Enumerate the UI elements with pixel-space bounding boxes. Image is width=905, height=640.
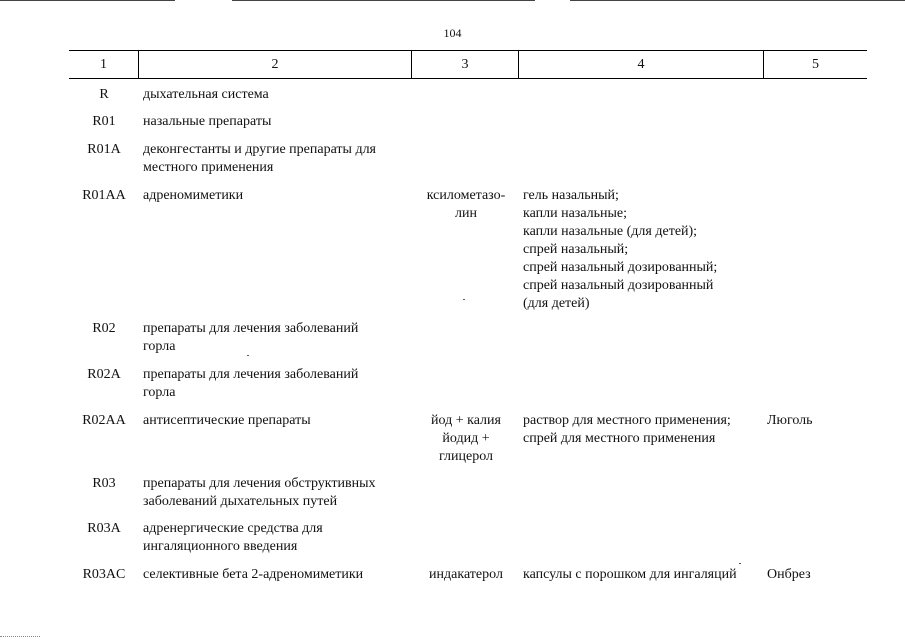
atc-code: R02A [87,367,121,382]
column-header-3: 3 [461,57,469,72]
column-header-4: 4 [637,57,645,72]
drug-name: индакатерол [429,567,503,582]
dosage-form: капсулы с порошком для ингаляций [523,567,737,582]
atc-code: R03 [92,476,116,491]
atc-code: R01 [92,114,116,129]
anatomic-group-name: адреномиметики [143,188,244,203]
scan-corner-mark [0,636,40,640]
dosage-form: гель назальный; капли назальные; капли назальные (для детей); спрей назальный; спрей назальный дозированный; спрей назальный дозированный (для детей) [523,188,718,311]
anatomic-group-name: адренергические средства для ингаляционного введения [143,521,323,554]
anatomic-group-name: селективные бета 2-адреномиметики [143,567,364,582]
scan-speck [247,355,249,356]
scan-edge-line-right [570,0,905,1]
anatomic-group-name: назальные препараты [143,114,272,129]
column-header-2: 2 [271,57,279,72]
scan-edge-line-middle [232,0,535,1]
trade-name: Люголь [767,413,813,428]
column-header-5: 5 [812,57,819,72]
trade-name: Онбрез [767,567,811,582]
drug-name: йод + калия йодид + глицерол [431,413,501,464]
dosage-form: раствор для местного применения; спрей для местного применения [523,413,731,446]
drug-name: ксилометазо- лин [426,188,506,221]
atc-code: R01AA [82,188,126,203]
atc-code: R01A [87,142,121,157]
anatomic-group-name: препараты для лечения заболеваний горла [143,321,359,354]
page-number: 104 [443,26,462,40]
atc-code: R02AA [82,413,126,428]
anatomic-group-name: антисептические препараты [143,413,311,428]
scan-edge-line-left [0,0,175,1]
atc-code: R02 [92,321,116,336]
table-header [69,50,867,79]
column-header-1: 1 [100,57,107,72]
anatomic-group-name: препараты для лечения обструктивных заболеваний дыхательных путей [143,476,376,509]
atc-code: R03AC [82,567,126,582]
scan-speck [739,563,741,564]
atc-code: R [99,87,109,102]
atc-code: R03A [87,521,121,536]
anatomic-group-name: деконгестанты и другие препараты для местного применения [143,142,376,175]
scan-speck [463,299,465,300]
anatomic-group-name: дыхательная система [143,87,269,102]
anatomic-group-name: препараты для лечения заболеваний горла [143,367,359,400]
